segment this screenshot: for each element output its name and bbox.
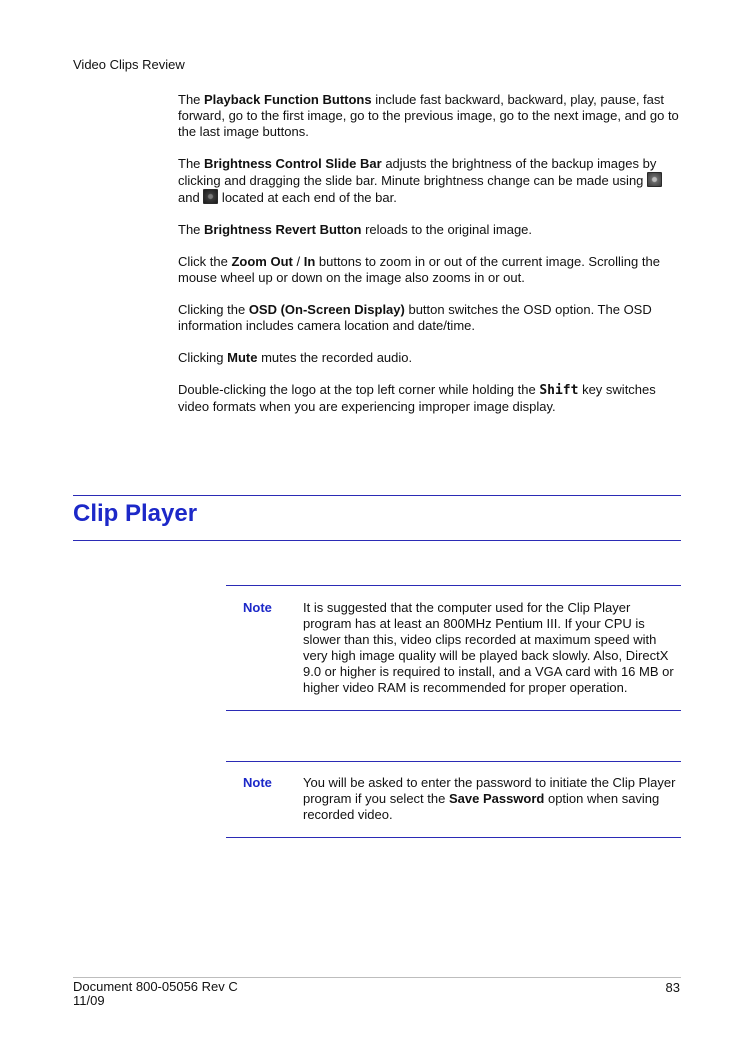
text-span: Clicking the xyxy=(178,302,249,317)
paragraph-zoom xyxy=(178,254,680,286)
text-span: The xyxy=(178,222,205,237)
footer-doc-info xyxy=(73,980,238,1008)
note-label: Note xyxy=(243,775,272,790)
note-rule-bottom xyxy=(226,837,681,838)
paragraph-osd xyxy=(178,302,680,334)
running-header: Video Clips Review xyxy=(73,57,185,72)
text-span: key switches video formats when you are experiencing improper image display. xyxy=(178,382,656,414)
shift-key: Shift xyxy=(539,383,579,398)
term-osd: OSD (On-Screen Display) xyxy=(248,302,405,317)
text-span: Click the xyxy=(178,254,232,269)
term-mute: Mute xyxy=(227,350,258,365)
paragraph-brightness-revert xyxy=(178,222,680,238)
note-rule-bottom xyxy=(226,710,681,711)
text-span: buttons to zoom in or out of the current image. Scrolling the mouse wheel up or down on the image also zooms in or out. xyxy=(178,254,660,285)
term-save-password: Save Password xyxy=(448,791,545,806)
brightness-increase-icon xyxy=(647,172,662,187)
text-span: mutes the recorded audio. xyxy=(257,350,413,365)
text-span: located at each end of the bar. xyxy=(218,190,397,205)
paragraph-mute xyxy=(178,350,680,366)
text-span: include fast backward, backward, play, pause, fast forward, go to the first image, go to the previous image, go to the next image, and go to the last image buttons. xyxy=(178,92,679,139)
page-number: 83 xyxy=(665,980,680,995)
paragraph-brightness-slide xyxy=(178,156,680,206)
body-text xyxy=(178,92,680,431)
paragraph-playback xyxy=(178,92,680,140)
term-brightness-revert: Brightness Revert Button xyxy=(204,222,362,237)
text-span: button switches the OSD option. The OSD information includes camera location and date/time. xyxy=(178,302,652,333)
section-title: Clip Player xyxy=(73,500,198,527)
note-rule-top xyxy=(226,585,681,586)
text-span: adjusts the brightness of the backup images by clicking and dragging the slide bar. Minute brightness change can be made using xyxy=(178,156,657,188)
note-label: Note xyxy=(243,600,272,615)
text-span: You will be asked to enter the password to initiate the Clip Player program if you select the xyxy=(303,775,676,806)
text-span: reloads to the original image. xyxy=(361,222,533,237)
note-rule-top xyxy=(226,761,681,762)
brightness-decrease-icon xyxy=(203,189,218,204)
note-text: It is suggested that the computer used for the Clip Player program has at least an 800MHz Pentium III. If your CPU is slower than this, video clips recorded at maximum speed with very high image quality will be played back slowly. Also, DirectX 9.0 or higher is required to install, and a VGA card with 16 MB or higher video RAM is recommended for proper operation. xyxy=(303,600,674,695)
section-rule-top xyxy=(73,495,681,496)
text-span: Double-clicking the logo at the top left corner while holding the xyxy=(178,382,540,397)
text-span: and xyxy=(178,190,204,205)
text-span: option when saving recorded video. xyxy=(303,791,660,822)
text-span: The xyxy=(178,92,205,107)
footer-date: 11/09 xyxy=(73,993,105,1008)
text-span: / xyxy=(292,254,304,269)
paragraph-shift xyxy=(178,382,680,415)
text-span: Clicking xyxy=(178,350,228,365)
term-playback-buttons: Playback Function Buttons xyxy=(204,92,372,107)
text-span: The xyxy=(178,156,205,171)
term-zoom-in: In xyxy=(303,254,316,269)
section-rule-bottom xyxy=(73,540,681,541)
footer-doc-number: Document 800-05056 Rev C xyxy=(73,979,238,994)
term-brightness-slide-bar: Brightness Control Slide Bar xyxy=(204,156,382,171)
note-text xyxy=(303,775,681,823)
term-zoom-out: Zoom Out xyxy=(231,254,293,269)
footer-rule xyxy=(73,977,681,978)
